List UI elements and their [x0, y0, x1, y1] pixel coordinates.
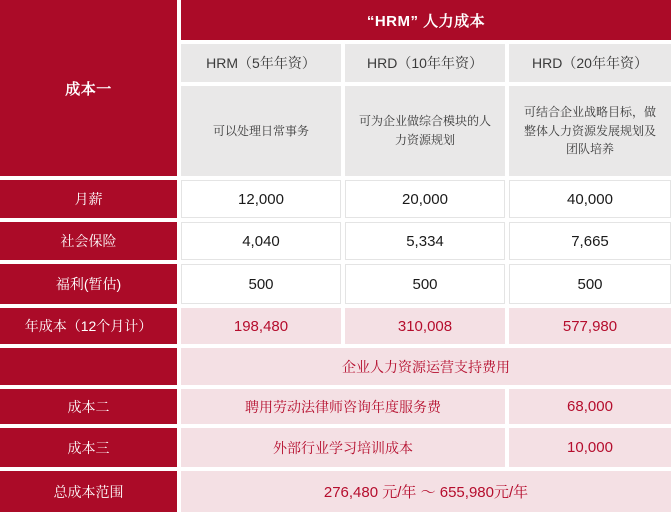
annual-cost-value: 577,980: [509, 308, 671, 344]
description-hrd-20y: 可结合企业战略目标，做整体人力资源发展规划及团队培养: [509, 86, 671, 176]
row-label-annual-cost: 年成本（12个月计）: [0, 308, 177, 344]
table-title: “HRM” 人力成本: [181, 0, 671, 40]
row-label-empty: [0, 348, 177, 385]
cost3-value: 10,000: [509, 428, 671, 467]
description-hrd-10y: 可为企业做综合模块的人力资源规划: [345, 86, 505, 176]
row-label-monthly-salary: 月薪: [0, 180, 177, 218]
monthly-salary-value: 12,000: [181, 180, 341, 218]
monthly-salary-value: 40,000: [509, 180, 671, 218]
annual-cost-value: 310,008: [345, 308, 505, 344]
cost2-value: 68,000: [509, 389, 671, 424]
welfare-value: 500: [509, 264, 671, 304]
cost2-description: 聘用劳动法律师咨询年度服务费: [181, 389, 505, 424]
social-insurance-value: 5,334: [345, 222, 505, 260]
support-fee-banner: 企业人力资源运营支持费用: [181, 348, 671, 385]
row-label-cost1: 成本一: [0, 0, 177, 176]
row-label-cost3: 成本三: [0, 428, 177, 467]
monthly-salary-value: 20,000: [345, 180, 505, 218]
column-header-hrd-10y: HRD（10年年资）: [345, 44, 505, 82]
column-header-hrm-5y: HRM（5年年资）: [181, 44, 341, 82]
row-label-social-insurance: 社会保险: [0, 222, 177, 260]
row-label-welfare: 福利(暂估): [0, 264, 177, 304]
cost3-description: 外部行业学习培训成本: [181, 428, 505, 467]
column-header-hrd-20y: HRD（20年年资）: [509, 44, 671, 82]
welfare-value: 500: [181, 264, 341, 304]
row-label-cost2: 成本二: [0, 389, 177, 424]
description-hrm-5y: 可以处理日常事务: [181, 86, 341, 176]
social-insurance-value: 4,040: [181, 222, 341, 260]
total-range-value: 276,480 元/年 ～ 655,980元/年: [181, 471, 671, 512]
annual-cost-value: 198,480: [181, 308, 341, 344]
welfare-value: 500: [345, 264, 505, 304]
social-insurance-value: 7,665: [509, 222, 671, 260]
row-label-total-range: 总成本范围: [0, 471, 177, 512]
